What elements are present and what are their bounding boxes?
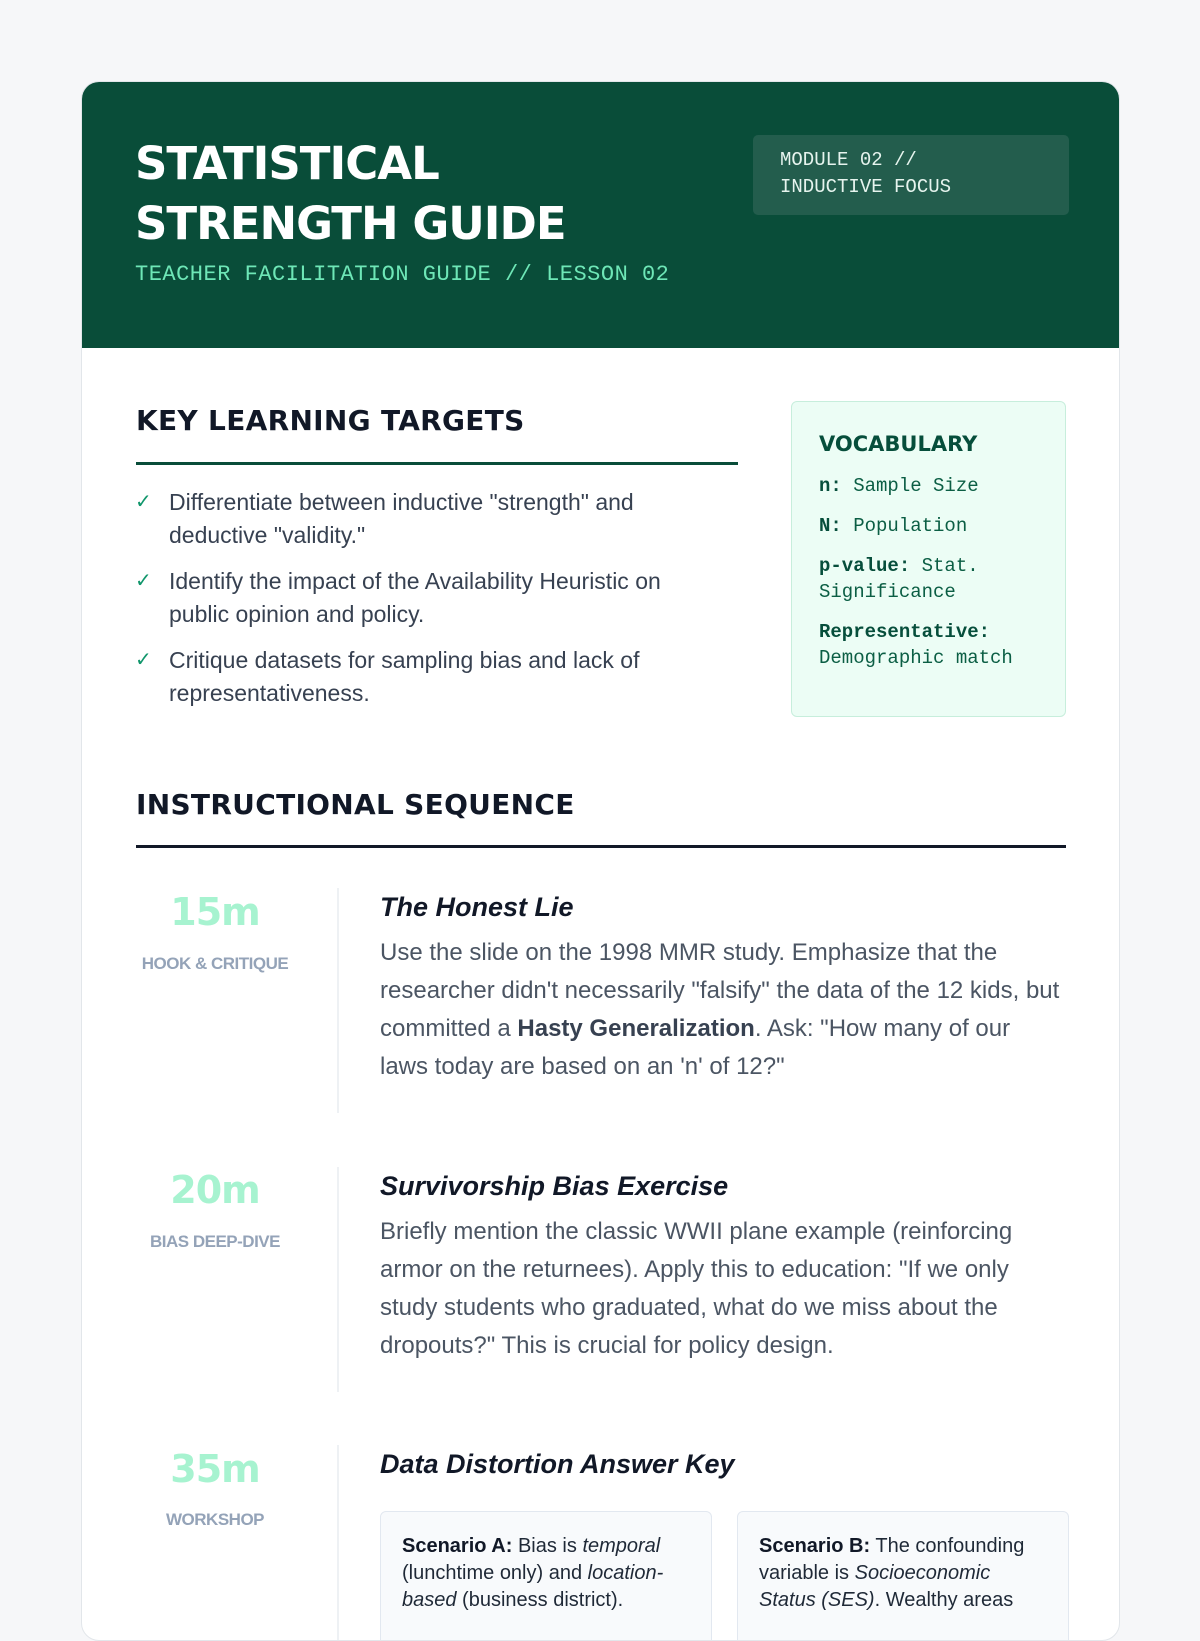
check-icon: ✓ — [135, 491, 152, 513]
step-divider — [337, 1167, 339, 1392]
step-title: Survivorship Bias Exercise — [380, 1171, 729, 1201]
step-body-emphasis: Hasty Generalization — [517, 1015, 755, 1042]
step-duration: 35m — [170, 1447, 260, 1491]
step-tag: BIAS DEEP-DIVE — [150, 1232, 280, 1251]
title-line-1: STATISTICAL — [135, 137, 439, 190]
step-divider — [337, 1445, 339, 1641]
vocab-definition: Sample Size — [853, 475, 979, 497]
vocabulary-box — [791, 401, 1066, 717]
module-badge — [753, 135, 1069, 215]
step-title: Data Distortion Answer Key — [380, 1449, 735, 1479]
module-badge-line-2: INDUCTIVE FOCUS — [780, 176, 952, 198]
target-text: Critique datasets for sampling bias and lack of representativeness. — [169, 647, 640, 706]
page-title — [135, 134, 566, 254]
list-item — [135, 644, 725, 710]
scenario-emphasis: Socioeconomic Status (SES) — [759, 1562, 991, 1611]
step-body-text: Use the slide on the 1998 MMR study. Emphasize that the researcher didn't necessarily "falsify" the data of the 12 kids, but committed a — [380, 939, 1060, 1042]
step-divider — [337, 888, 339, 1113]
target-text: Differentiate between inductive "strength" and deductive "validity." — [169, 489, 634, 548]
step-body-text: . Ask: "How many of our laws today are based on an 'n' of 12?" — [380, 1015, 1011, 1080]
step-body: Briefly mention the classic WWII plane example (reinforcing armor on the returnees). Apply this to education: "If we only study students who graduated, what do we miss about the dropouts?" This is crucial for policy design. — [380, 1218, 1013, 1359]
module-badge-line-1: MODULE 02 // — [780, 149, 917, 171]
vocabulary-heading: VOCABULARY — [819, 432, 978, 456]
step-tag: HOOK & CRITIQUE — [141, 954, 289, 973]
step-tag: WORKSHOP — [166, 1510, 264, 1529]
vocab-term: n: — [819, 475, 842, 497]
vocab-term: p-value: — [819, 555, 911, 577]
scenario-emphasis: temporal — [582, 1535, 661, 1557]
step-duration: 20m — [170, 1168, 260, 1212]
sequence-heading: INSTRUCTIONAL SEQUENCE — [136, 788, 575, 821]
check-icon: ✓ — [135, 570, 152, 592]
targets-heading: KEY LEARNING TARGETS — [136, 404, 525, 437]
targets-divider — [136, 462, 738, 465]
vocab-definition: Population — [853, 515, 968, 537]
vocab-item — [819, 513, 1038, 539]
scenario-text: (business district). — [456, 1589, 624, 1611]
header-banner — [82, 82, 1119, 348]
scenario-emphasis: location-based — [402, 1562, 664, 1611]
sequence-divider — [136, 845, 1066, 848]
scenario-text: . Wealthy areas — [874, 1589, 1014, 1611]
list-item — [135, 486, 725, 552]
title-line-2: STRENGTH GUIDE — [135, 197, 566, 250]
target-text: Identify the impact of the Availability Heuristic on public opinion and policy. — [169, 568, 661, 627]
vocab-item — [819, 553, 1038, 605]
guide-card — [81, 81, 1120, 1641]
scenario-label: Scenario B: — [759, 1535, 871, 1557]
vocab-term: Representative: — [819, 621, 991, 643]
scenario-b-card — [737, 1511, 1069, 1641]
vocab-item — [819, 473, 1038, 499]
vocab-item — [819, 619, 1038, 671]
vocab-definition: Stat. Significance — [819, 555, 979, 603]
vocab-definition: Demographic match — [819, 647, 1013, 669]
scenario-label: Scenario A: — [402, 1535, 513, 1557]
subtitle: TEACHER FACILITATION GUIDE // LESSON 02 — [135, 262, 670, 287]
check-icon: ✓ — [135, 649, 152, 671]
list-item — [135, 565, 725, 631]
vocab-term: N: — [819, 515, 842, 537]
scenario-text: The confounding variable is — [759, 1535, 1025, 1584]
step-body — [380, 934, 1060, 1086]
step-title: The Honest Lie — [380, 892, 574, 922]
scenario-text: (lunchtime only) and — [402, 1562, 588, 1584]
scenario-text: Bias is — [512, 1535, 583, 1557]
scenario-a-card — [380, 1511, 712, 1641]
step-duration: 15m — [170, 890, 260, 934]
targets-list — [135, 486, 725, 723]
